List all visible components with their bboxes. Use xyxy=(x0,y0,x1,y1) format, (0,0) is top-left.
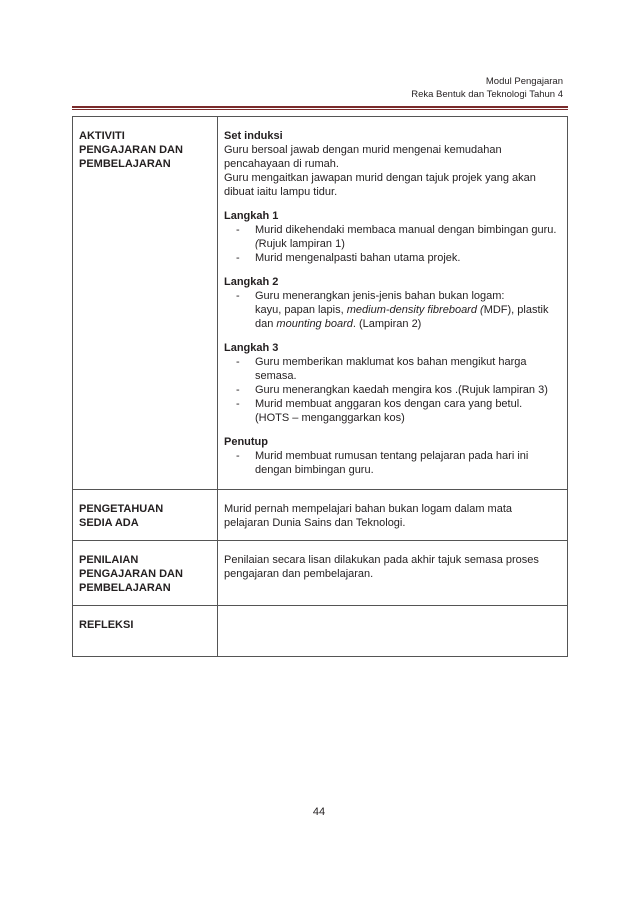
section-langkah-3 xyxy=(224,341,561,425)
table-row-penilaian xyxy=(73,541,568,606)
list-item xyxy=(236,289,561,331)
step-list xyxy=(224,355,561,425)
list-item xyxy=(236,449,561,477)
row-label-pengetahuan xyxy=(73,490,218,541)
text-line: Guru memberikan maklumat kos bahan mengikut harga xyxy=(255,356,527,368)
text-fragment: dan xyxy=(255,318,277,330)
text-line: (Rujuk lampiran 1) xyxy=(255,238,345,250)
row-content-penilaian xyxy=(218,541,568,606)
dash-bullet: - xyxy=(236,398,240,410)
text-line: dengan bimbingan guru. xyxy=(255,464,374,476)
text-line: semasa. xyxy=(255,370,297,382)
label-line: PENGAJARAN DAN xyxy=(79,144,183,156)
list-item xyxy=(236,397,561,425)
italic-term: mounting board xyxy=(276,318,353,330)
row-content-pengetahuan xyxy=(218,490,568,541)
page-number: 44 xyxy=(312,806,326,818)
section-title: Langkah 2 xyxy=(224,276,279,288)
text-line xyxy=(255,317,561,331)
text-line: Murid membuat rumusan tentang pelajaran pada hari ini xyxy=(255,450,529,462)
label-line: PENGETAHUAN xyxy=(79,503,164,515)
list-item xyxy=(236,383,561,397)
list-item xyxy=(236,223,561,251)
text-line: dibuat iaitu lampu tidur. xyxy=(224,186,338,198)
row-label-refleksi xyxy=(73,606,218,657)
label-line: SEDIA ADA xyxy=(79,517,139,529)
text-line: Penilaian secara lisan dilakukan pada akhir tajuk semasa proses xyxy=(224,554,539,566)
header-subject-title: Reka Bentuk dan Teknologi Tahun 4 xyxy=(411,89,563,100)
row-label-aktiviti xyxy=(73,117,218,490)
step-list xyxy=(224,449,561,477)
section-title: Langkah 3 xyxy=(224,342,279,354)
label-line: AKTIVITI xyxy=(79,130,125,142)
text-line: Murid mengenalpasti bahan utama projek. xyxy=(255,252,461,264)
text-line xyxy=(255,303,561,317)
section-langkah-2 xyxy=(224,275,561,331)
label-line: PEMBELAJARAN xyxy=(79,158,171,170)
text-fragment: MDF), plastik xyxy=(483,304,549,316)
step-list xyxy=(224,289,561,331)
section-title: Penutup xyxy=(224,436,268,448)
section-set-induksi xyxy=(224,129,561,199)
text-line: Murid pernah mempelajari bahan bukan logam dalam mata xyxy=(224,503,512,515)
section-title: Langkah 1 xyxy=(224,210,279,222)
row-content-refleksi xyxy=(218,606,568,657)
text-line: Guru mengaitkan jawapan murid dengan tajuk projek yang akan xyxy=(224,172,536,184)
header-divider xyxy=(72,106,568,110)
dash-bullet: - xyxy=(236,356,240,368)
row-label-penilaian xyxy=(73,541,218,606)
italic-term: medium-density fibreboard ( xyxy=(346,304,484,316)
text-fragment: kayu, papan lapis, xyxy=(255,304,347,316)
text-line: pengajaran dan pembelajaran. xyxy=(224,568,374,580)
dash-bullet: - xyxy=(236,384,240,396)
section-langkah-1 xyxy=(224,209,561,265)
text-line: Guru bersoal jawab dengan murid mengenai kemudahan xyxy=(224,144,502,156)
step-list xyxy=(224,223,561,265)
text-fragment: . (Lampiran 2) xyxy=(352,318,422,330)
header-module-title: Modul Pengajaran xyxy=(485,76,563,87)
section-penutup xyxy=(224,435,561,477)
text-line: Guru menerangkan jenis-jenis bahan bukan logam: xyxy=(255,290,505,302)
dash-bullet: - xyxy=(236,224,240,236)
row-content-aktiviti xyxy=(218,117,568,490)
table-row-aktiviti xyxy=(73,117,568,490)
table-row-pengetahuan xyxy=(73,490,568,541)
lesson-table xyxy=(72,116,568,657)
list-item xyxy=(236,251,561,265)
text-line: pelajaran Dunia Sains dan Teknologi. xyxy=(224,517,406,529)
text-line: Murid dikehendaki membaca manual dengan bimbingan guru. xyxy=(255,224,557,236)
text-line: (HOTS – menganggarkan kos) xyxy=(255,412,405,424)
list-item xyxy=(236,355,561,383)
label-line: PEMBELAJARAN xyxy=(79,582,171,594)
label-line: PENGAJARAN DAN xyxy=(79,568,183,580)
section-title: Set induksi xyxy=(224,130,283,142)
dash-bullet: - xyxy=(236,252,240,264)
page-header xyxy=(411,75,563,101)
label-line: PENILAIAN xyxy=(79,554,139,566)
text-line: Murid membuat anggaran kos dengan cara yang betul. xyxy=(255,398,523,410)
dash-bullet: - xyxy=(236,450,240,462)
dash-bullet: - xyxy=(236,290,240,302)
label-line: REFLEKSI xyxy=(79,619,134,631)
table-row-refleksi xyxy=(73,606,568,657)
text-line: Guru menerangkan kaedah mengira kos .(Rujuk lampiran 3) xyxy=(255,384,548,396)
text-line: pencahayaan di rumah. xyxy=(224,158,339,170)
